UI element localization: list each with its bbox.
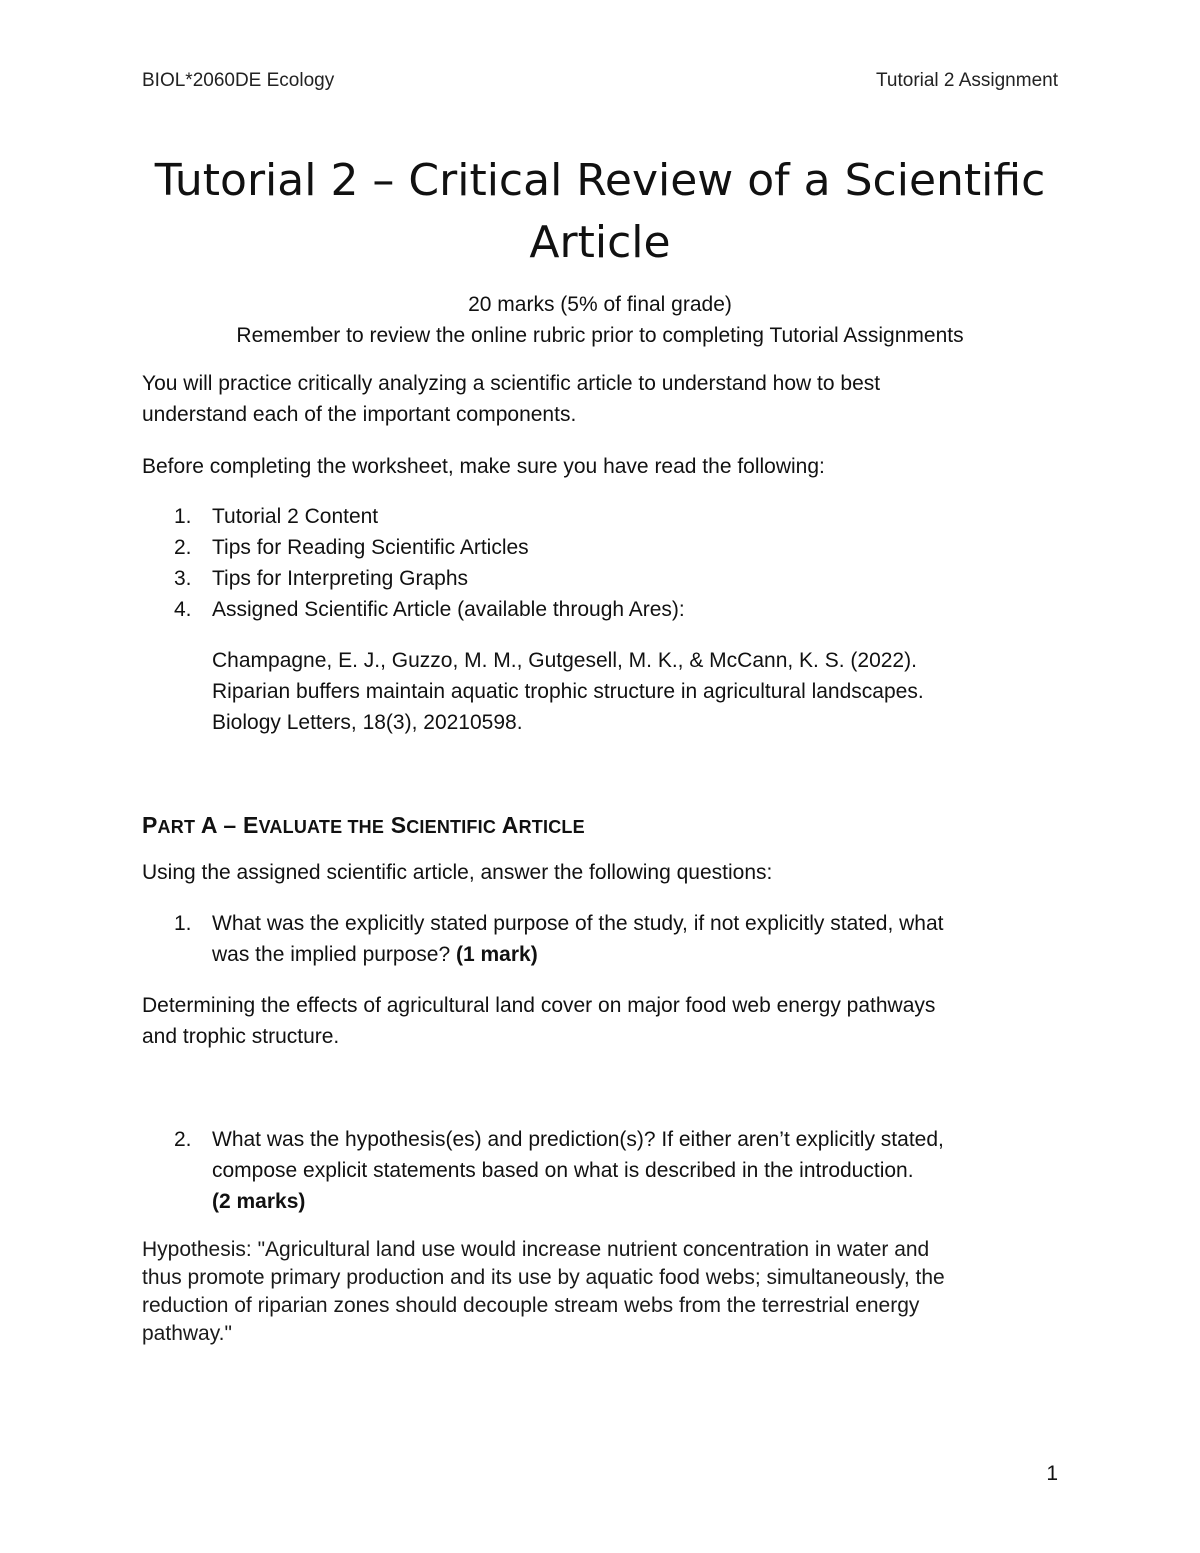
citation-line-2: Riparian buffers maintain aquatic trophic structure in agricultural landscapes. [212,680,924,703]
page-title [142,150,1058,274]
question-number: 2. [174,1128,192,1151]
question-1-marks: (1 mark) [455,943,538,966]
hypothesis-line-4: pathway." [142,1322,232,1345]
list-item [142,563,1062,594]
question-number: 1. [174,912,192,935]
answer-1-line-1: Determining the effects of agricultural land cover on major food web energy pathways [142,994,936,1017]
hypothesis-label: Hypothesis [142,1238,246,1261]
question-1-line-2: was the implied purpose? [212,943,451,966]
hypothesis-colon: : [245,1238,258,1261]
question-2-marks: (2 marks) [212,1190,306,1213]
question-1-line-1: What was the explicitly stated purpose of the study, if not explicitly stated, what [212,912,944,935]
list-item [142,532,1062,563]
question-2-line-2: compose explicit statements based on what is described in the introduction. [212,1159,914,1182]
list-number: 2. [174,536,192,559]
intro-line-2: understand each of the important components. [142,403,577,426]
intro-line-1: You will practice critically analyzing a scientific article to understand how to best [142,372,881,395]
list-number: 4. [174,598,192,621]
heading-sep-s [384,812,391,838]
list-item-label: Assigned Scientific Article (available through Ares): [212,598,685,621]
heading-evaluate-small: VALUATE THE [258,817,385,837]
heading-article-cap: A [501,812,519,838]
question-2 [142,1124,1062,1217]
citation-line-1: Champagne, E. J., Guzzo, M. M., Gutgesell, M. K., & McCann, K. S. (2022). [212,649,917,672]
marks-info: 20 marks (5% of final grade) [468,293,732,316]
section-heading-part-a [142,812,585,839]
heading-scientific-small: CIENTIFIC [406,817,497,837]
before-paragraph: Before completing the worksheet, make sure you have read the following: [142,455,825,478]
list-item-label: Tips for Reading Scientific Articles [212,536,529,559]
list-number: 3. [174,567,192,590]
header-course: BIOL*2060DE Ecology [142,70,335,91]
hypothesis-line-2: thus promote primary production and its use by aquatic food webs; simultaneously, the [142,1266,945,1289]
subtitle [142,289,1058,351]
heading-part-cap: P [142,812,158,838]
heading-sep-a: A – [195,812,244,838]
title-line-2: Article [529,217,671,268]
list-item [142,594,1062,625]
question-2-line-1: What was the hypothesis(es) and prediction(s)? If either aren’t explicitly stated, [212,1128,944,1151]
list-item-label: Tutorial 2 Content [212,505,379,528]
citation-line-3: Biology Letters, 18(3), 20210598. [212,711,523,734]
instructions: Using the assigned scientific article, answer the following questions: [142,861,773,884]
hypothesis-line-3: reduction of riparian zones should decouple stream webs from the terrestrial energy [142,1294,920,1317]
reading-list [142,501,1062,625]
hypothesis-answer [142,1236,1062,1348]
rubric-reminder: Remember to review the online rubric prior to completing Tutorial Assignments [236,324,964,347]
header-assignment: Tutorial 2 Assignment [876,70,1058,91]
title-line-1: Tutorial 2 – Critical Review of a Scientific [154,155,1046,206]
list-item-label: Tips for Interpreting Graphs [212,567,468,590]
list-number: 1. [174,505,192,528]
page-number: 1 [1046,1462,1058,1485]
hypothesis-line-1: "Agricultural land use would increase nutrient concentration in water and [257,1238,930,1261]
article-citation [212,645,1062,738]
question-1 [142,908,1062,970]
intro-paragraph [142,368,1062,430]
heading-scientific-cap: S [390,812,407,838]
heading-article-small: RTICLE [518,817,585,837]
answer-1 [142,990,1062,1052]
answer-1-line-2: and trophic structure. [142,1025,340,1048]
heading-part-small: ART [157,817,196,837]
heading-evaluate-cap: E [243,812,259,838]
list-item [142,501,1062,532]
